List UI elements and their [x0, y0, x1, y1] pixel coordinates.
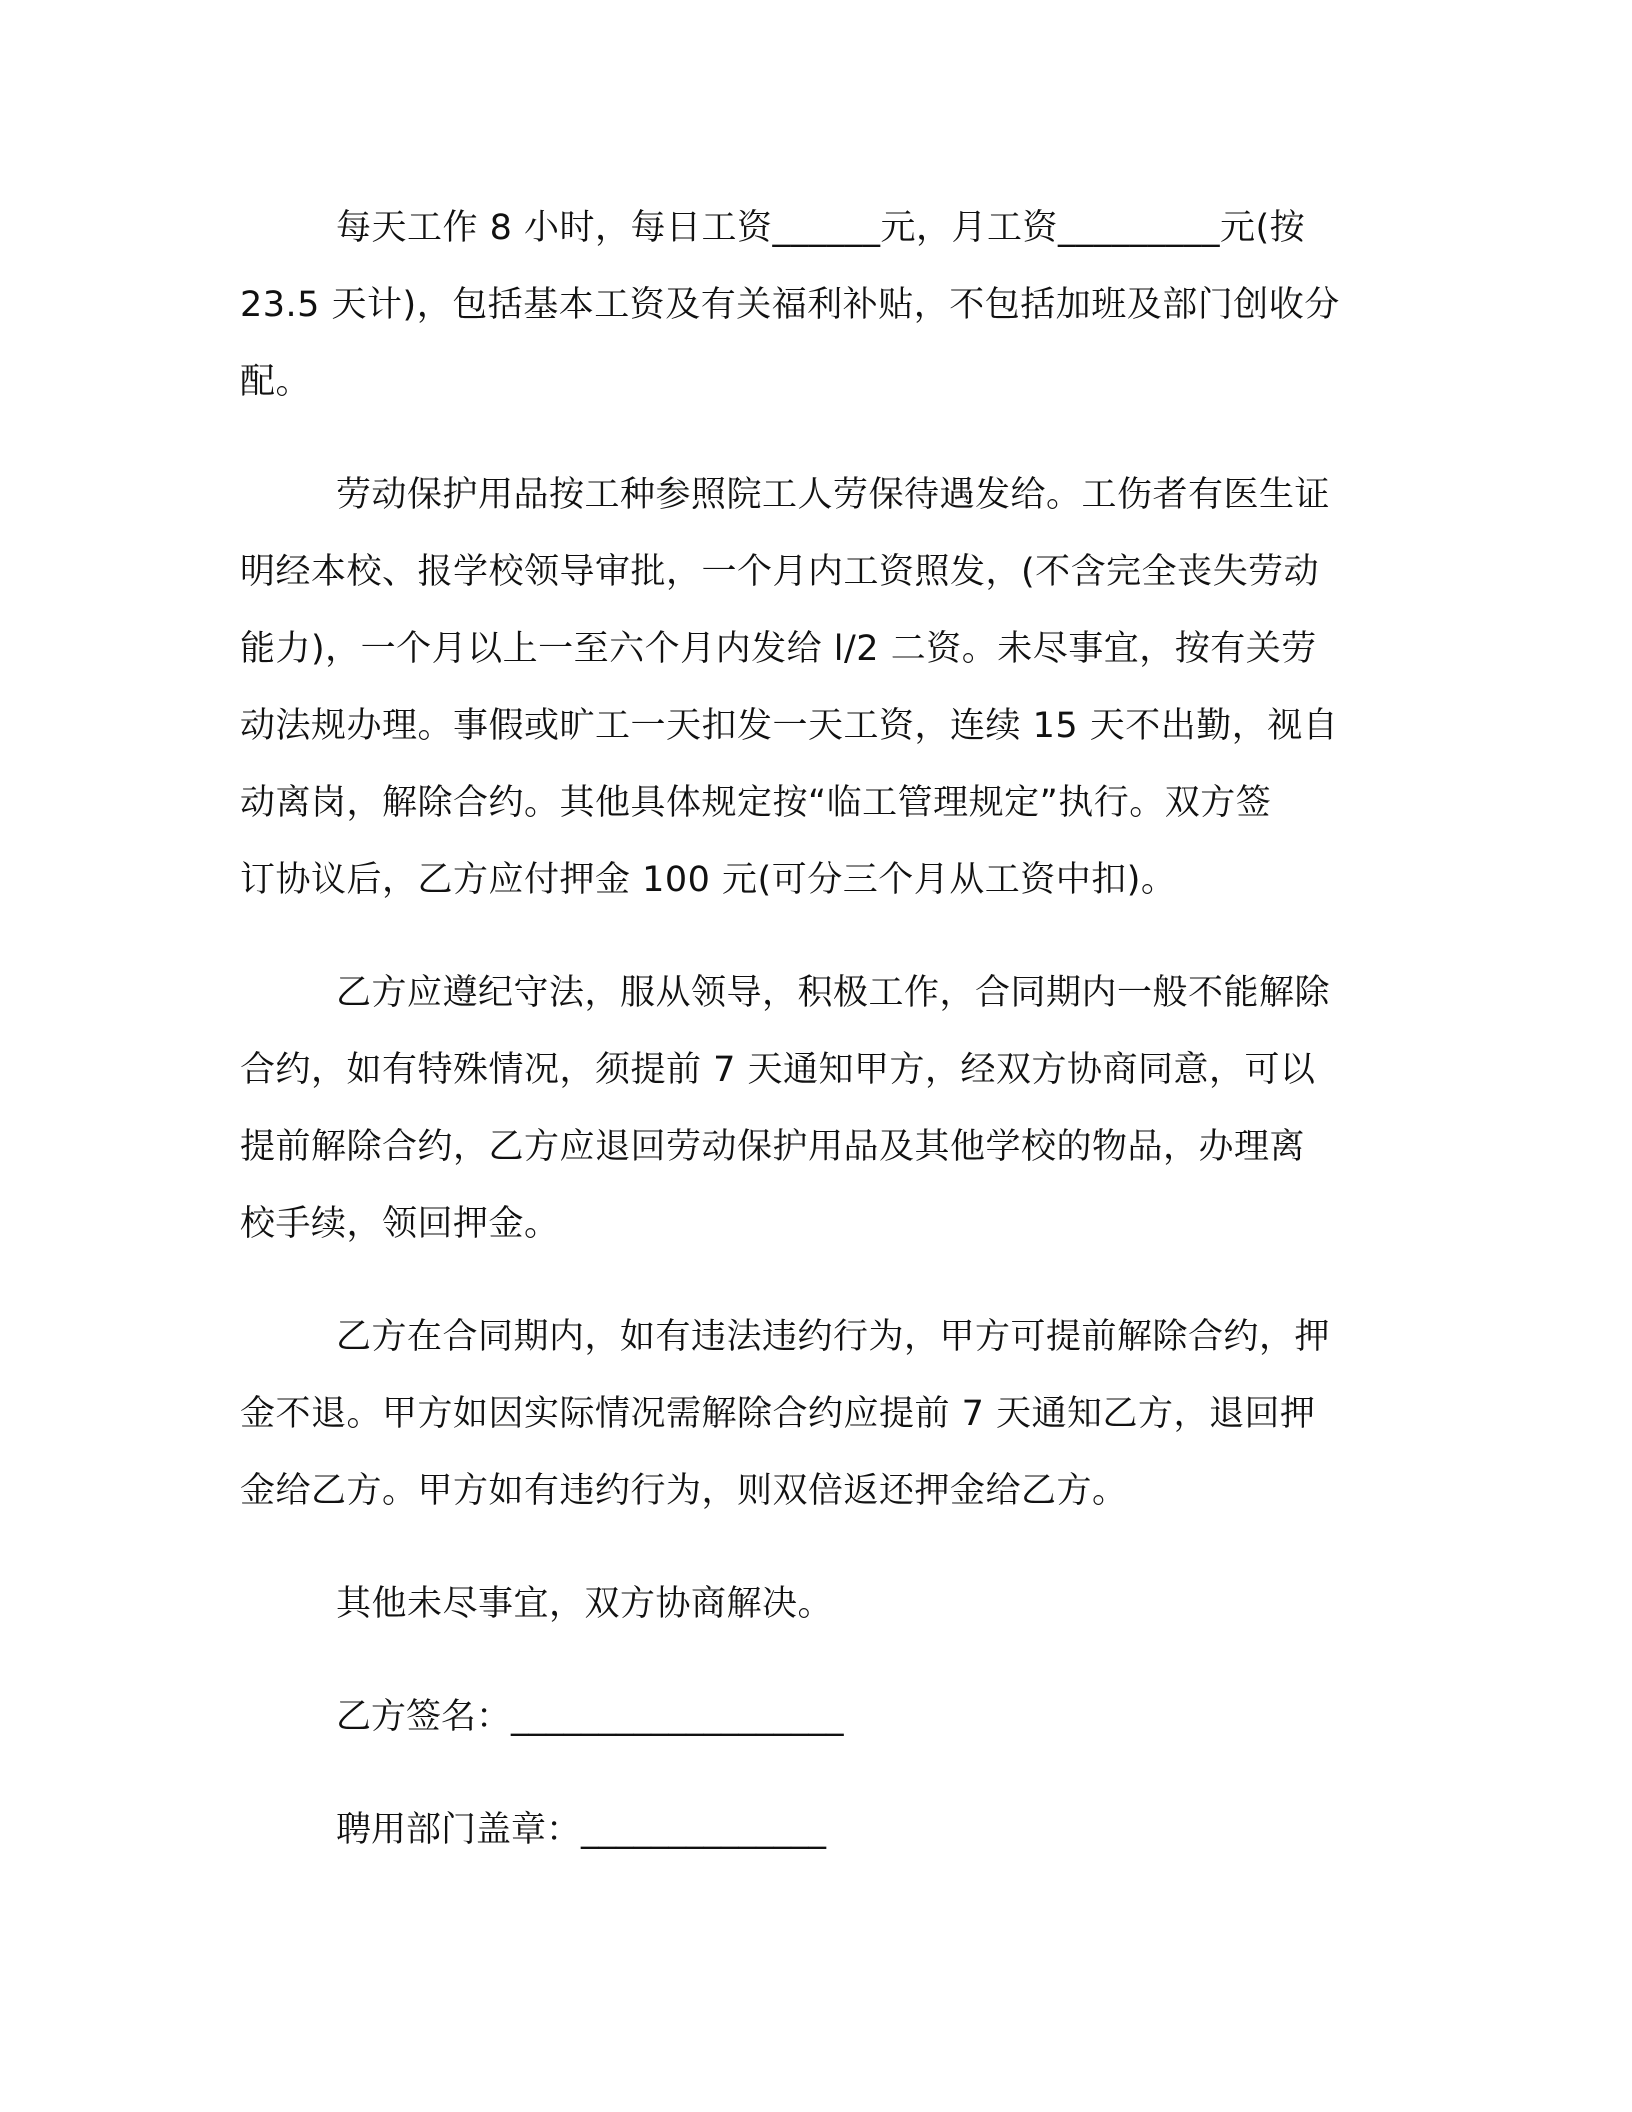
- text-line: 动法规办理。事假或旷工一天扣发一天工资，连续 15 天不出勤，视自: [240, 706, 1339, 746]
- paragraph-wages: [240, 190, 1380, 421]
- text-line: 乙方应遵纪守法，服从领导，积极工作，合同期内一般不能解除: [336, 973, 1331, 1013]
- text-line: 其他未尽事宜，双方协商解决。: [336, 1584, 834, 1624]
- text-line: 金给乙方。甲方如有违约行为，则双倍返还押金给乙方。: [240, 1471, 1128, 1511]
- paragraph-breach: [240, 1299, 1380, 1530]
- text-line: 订协议后，乙方应付押金 100 元(可分三个月从工资中扣)。: [240, 860, 1177, 900]
- text-line: 能力)，一个月以上一至六个月内发给 l/2 二资。未尽事宜，按有关劳: [240, 629, 1317, 669]
- text-line: 提前解除合约，乙方应退回劳动保护用品及其他学校的物品，办理离: [240, 1127, 1306, 1167]
- text-line: 动离岗，解除合约。其他具体规定按“临工管理规定”执行。双方签: [240, 783, 1272, 823]
- document-page: [240, 190, 1380, 1905]
- paragraph-other: [240, 1566, 1380, 1643]
- text-line: 乙方在合同期内，如有违法违约行为，甲方可提前解除合约，押: [336, 1317, 1331, 1357]
- text-line: 劳动保护用品按工种参照院工人劳保待遇发给。工伤者有医生证: [336, 475, 1331, 515]
- department-seal-line: 聘用部门盖章：______________: [336, 1810, 827, 1850]
- text-line: 金不退。甲方如因实际情况需解除合约应提前 7 天通知乙方，退回押: [240, 1394, 1316, 1434]
- text-line: 校手续，领回押金。: [240, 1204, 560, 1244]
- text-line: 每天工作 8 小时，每日工资______元，月工资_________元(按: [336, 208, 1306, 248]
- text-line: 23.5 天计)，包括基本工资及有关福利补贴，不包括加班及部门创收分: [240, 285, 1340, 325]
- text-line: 配。: [240, 362, 312, 402]
- text-line: 明经本校、报学校领导审批，一个月内工资照发，(不含完全丧失劳动: [240, 552, 1320, 592]
- paragraph-protection: [240, 457, 1380, 919]
- text-line: 合约，如有特殊情况，须提前 7 天通知甲方，经双方协商同意，可以: [240, 1050, 1316, 1090]
- paragraph-obligations: [240, 955, 1380, 1263]
- party-b-signature-line: 乙方签名：___________________: [336, 1697, 844, 1737]
